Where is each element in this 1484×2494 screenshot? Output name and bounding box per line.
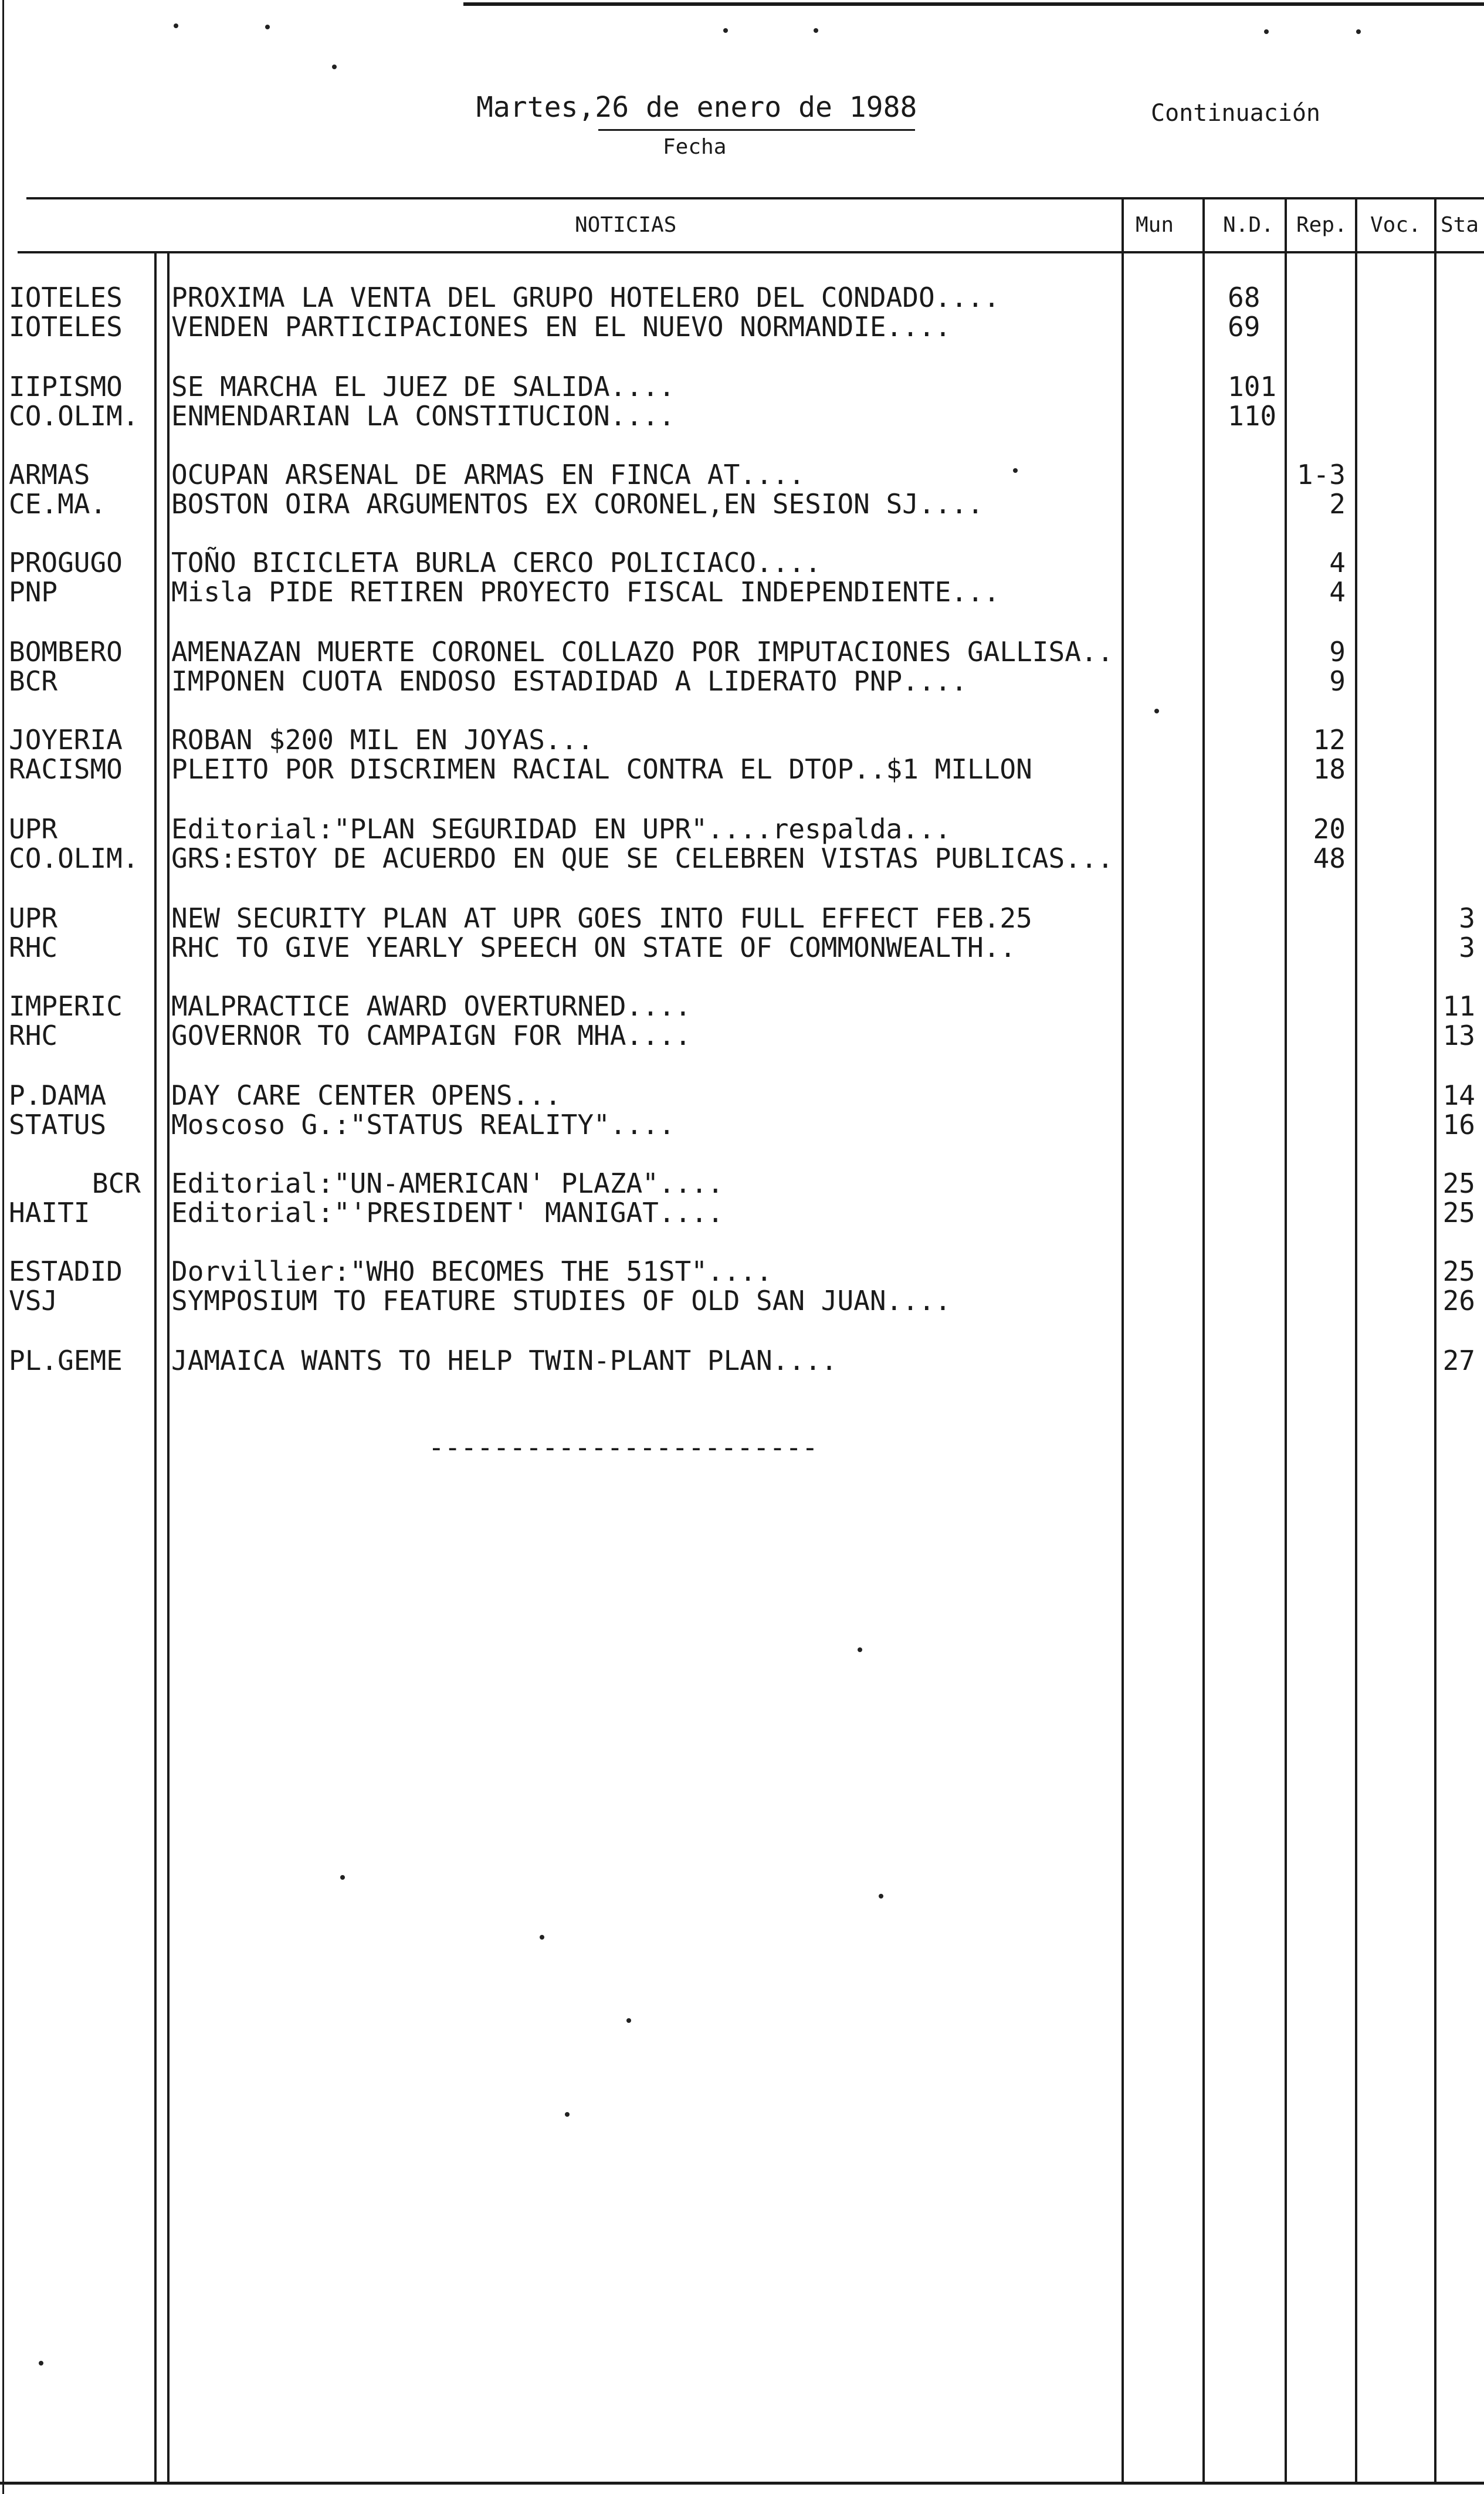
- column-divider-nd: [1202, 198, 1205, 2482]
- news-row: [0, 1020, 1484, 1050]
- column-divider-voc: [1355, 198, 1357, 2482]
- section-code: ARMAS: [9, 459, 90, 490]
- news-row: [0, 902, 1484, 933]
- column-header-rep: Rep.: [1296, 213, 1347, 237]
- news-row: [0, 547, 1484, 577]
- rep-page: 9: [1329, 665, 1346, 697]
- rep-page: 4: [1329, 547, 1346, 578]
- nd-page: 69: [1228, 311, 1261, 343]
- scan-speck: [879, 1894, 883, 1899]
- rep-page: 1-3: [1296, 459, 1346, 490]
- scan-speck: [174, 23, 178, 28]
- column-divider-rep: [1285, 198, 1287, 2482]
- section-code: IOTELES: [9, 311, 123, 343]
- scan-speck: [814, 28, 818, 33]
- sta-page: 14: [1442, 1080, 1475, 1111]
- date-underline: [598, 129, 915, 131]
- headline: RHC TO GIVE YEARLY SPEECH ON STATE OF COMMONWEALTH..: [171, 932, 1017, 963]
- headline: MALPRACTICE AWARD OVERTURNED....: [171, 990, 692, 1022]
- column-header-nd: N.D.: [1223, 213, 1274, 237]
- news-row: [0, 371, 1484, 401]
- column-header-mun: Mun: [1136, 213, 1174, 237]
- column-header-noticias: NOTICIAS: [575, 213, 677, 237]
- sta-page: 13: [1442, 1020, 1475, 1051]
- sta-page: 25: [1442, 1256, 1475, 1287]
- headline: SE MARCHA EL JUEZ DE SALIDA....: [171, 371, 675, 402]
- section-code: UPR: [9, 813, 58, 845]
- headline: DAY CARE CENTER OPENS...: [171, 1080, 561, 1111]
- table-top-rule: [26, 197, 1484, 199]
- rep-page: 48: [1313, 842, 1346, 874]
- headline: Moscoso G.:"STATUS REALITY"....: [171, 1109, 675, 1141]
- headline: AMENAZAN MUERTE CORONEL COLLAZO POR IMPUTACIONES GALLISA..: [171, 636, 1114, 668]
- news-row: [0, 576, 1484, 607]
- scan-speck: [39, 2361, 43, 2366]
- news-row: [0, 311, 1484, 341]
- section-code: STATUS: [9, 1109, 107, 1141]
- news-row: [0, 990, 1484, 1021]
- section-code: HAITI: [9, 1197, 90, 1229]
- column-divider-sta: [1434, 198, 1436, 2482]
- section-code: RHC: [9, 932, 58, 963]
- column-header-sta: Sta: [1441, 213, 1479, 237]
- news-row: [0, 665, 1484, 696]
- news-row: [0, 753, 1484, 784]
- news-row: [0, 1345, 1484, 1375]
- rep-page: 4: [1329, 576, 1346, 608]
- rep-page: 2: [1329, 488, 1346, 520]
- news-row: [0, 1197, 1484, 1227]
- section-code: CO.OLIM.: [9, 400, 139, 432]
- top-rule: [463, 2, 1484, 6]
- headline: PLEITO POR DISCRIMEN RACIAL CONTRA EL DTOP..$1 MILLON: [171, 753, 1032, 785]
- scan-speck: [332, 65, 337, 69]
- section-code: PROGUGO: [9, 547, 123, 578]
- news-row: [0, 1285, 1484, 1315]
- section-code: CE.MA.: [9, 488, 107, 520]
- headline: Editorial:"UN-AMERICAN' PLAZA"....: [171, 1168, 724, 1199]
- section-code: BOMBERO: [9, 636, 123, 668]
- column-header-voc: Voc.: [1370, 213, 1421, 237]
- rep-page: 9: [1329, 636, 1346, 668]
- section-code: PL.GEME: [9, 1345, 123, 1376]
- continuation-label: Continuación: [1151, 100, 1320, 127]
- headline: SYMPOSIUM TO FEATURE STUDIES OF OLD SAN JUAN....: [171, 1285, 951, 1317]
- scan-speck: [858, 1647, 862, 1652]
- scan-speck: [1013, 468, 1018, 473]
- headline: Misla PIDE RETIREN PROYECTO FISCAL INDEPENDIENTE...: [171, 576, 1000, 608]
- headline: GRS:ESTOY DE ACUERDO EN QUE SE CELEBREN VISTAS PUBLICAS...: [171, 842, 1114, 874]
- section-code: PNP: [9, 576, 58, 608]
- nd-page: 110: [1228, 400, 1277, 432]
- news-row: [0, 932, 1484, 962]
- news-row: [0, 1168, 1484, 1198]
- sta-page: 3: [1459, 902, 1475, 934]
- sta-page: 3: [1459, 932, 1475, 963]
- sta-page: 16: [1442, 1109, 1475, 1141]
- news-row: [0, 488, 1484, 519]
- scan-speck: [540, 1935, 544, 1940]
- headline: PROXIMA LA VENTA DEL GRUPO HOTELERO DEL CONDADO....: [171, 282, 1000, 313]
- headline: ROBAN $200 MIL EN JOYAS...: [171, 724, 594, 756]
- news-row: [0, 636, 1484, 666]
- nd-page: 68: [1228, 282, 1261, 313]
- section-code: RACISMO: [9, 753, 123, 785]
- headline: BOSTON OIRA ARGUMENTOS EX CORONEL,EN SESION SJ....: [171, 488, 984, 520]
- news-row: [0, 400, 1484, 431]
- table-bottom-rule: [0, 2482, 1484, 2485]
- news-row: [0, 1080, 1484, 1110]
- headline: GOVERNOR TO CAMPAIGN FOR MHA....: [171, 1020, 692, 1051]
- scan-speck: [626, 2018, 631, 2023]
- sta-page: 26: [1442, 1285, 1475, 1317]
- headline: VENDEN PARTICIPACIONES EN EL NUEVO NORMANDIE....: [171, 311, 951, 343]
- scan-speck: [723, 28, 728, 33]
- date-caption: Fecha: [663, 135, 727, 159]
- section-code: BCR: [9, 665, 58, 697]
- section-code: IOTELES: [9, 282, 123, 313]
- section-code: VSJ: [9, 1285, 58, 1317]
- sta-page: 27: [1442, 1345, 1475, 1376]
- section-code: P.DAMA: [9, 1080, 107, 1111]
- headline: Dorvillier:"WHO BECOMES THE 51ST"....: [171, 1256, 773, 1287]
- scan-speck: [1356, 29, 1361, 34]
- headline: Editorial:"PLAN SEGURIDAD EN UPR"....respalda...: [171, 813, 951, 845]
- news-row: [0, 1109, 1484, 1139]
- table-header-rule: [18, 251, 1484, 253]
- scan-speck: [340, 1875, 345, 1880]
- headline: OCUPAN ARSENAL DE ARMAS EN FINCA AT....: [171, 459, 805, 490]
- rep-page: 20: [1313, 813, 1346, 845]
- sta-page: 25: [1442, 1197, 1475, 1229]
- section-code: UPR: [9, 902, 58, 934]
- headline: Editorial:"'PRESIDENT' MANIGAT....: [171, 1197, 724, 1229]
- news-row: [0, 459, 1484, 489]
- column-divider-mun: [1122, 198, 1124, 2482]
- section-code: ESTADID: [9, 1256, 123, 1287]
- headline: NEW SECURITY PLAN AT UPR GOES INTO FULL EFFECT FEB.25: [171, 902, 1032, 934]
- news-row: [0, 842, 1484, 873]
- section-code: BCR: [92, 1168, 141, 1199]
- news-row: [0, 724, 1484, 754]
- scan-speck: [565, 2112, 570, 2117]
- scan-speck: [1154, 709, 1159, 713]
- rep-page: 12: [1313, 724, 1346, 756]
- sta-page: 11: [1442, 990, 1475, 1022]
- news-row: [0, 282, 1484, 312]
- section-code: RHC: [9, 1020, 58, 1051]
- headline: IMPONEN CUOTA ENDOSO ESTADIDAD A LIDERATO PNP....: [171, 665, 968, 697]
- news-row: [0, 813, 1484, 844]
- headline: ENMENDARIAN LA CONSTITUCION....: [171, 400, 675, 432]
- scan-speck: [265, 25, 270, 29]
- section-code: IIPISMO: [9, 371, 123, 402]
- sta-page: 25: [1442, 1168, 1475, 1199]
- headline: TOÑO BICICLETA BURLA CERCO POLICIACO....: [171, 547, 821, 578]
- date-line: Martes,26 de enero de 1988: [476, 91, 917, 124]
- news-row: [0, 1256, 1484, 1286]
- end-marker: ------------------------: [428, 1432, 818, 1463]
- section-code: CO.OLIM.: [9, 842, 139, 874]
- section-code: JOYERIA: [9, 724, 123, 756]
- headline: JAMAICA WANTS TO HELP TWIN-PLANT PLAN....: [171, 1345, 838, 1376]
- section-code: IMPERIC: [9, 990, 123, 1022]
- scan-speck: [1264, 29, 1269, 34]
- nd-page: 101: [1228, 371, 1277, 402]
- rep-page: 18: [1313, 753, 1346, 785]
